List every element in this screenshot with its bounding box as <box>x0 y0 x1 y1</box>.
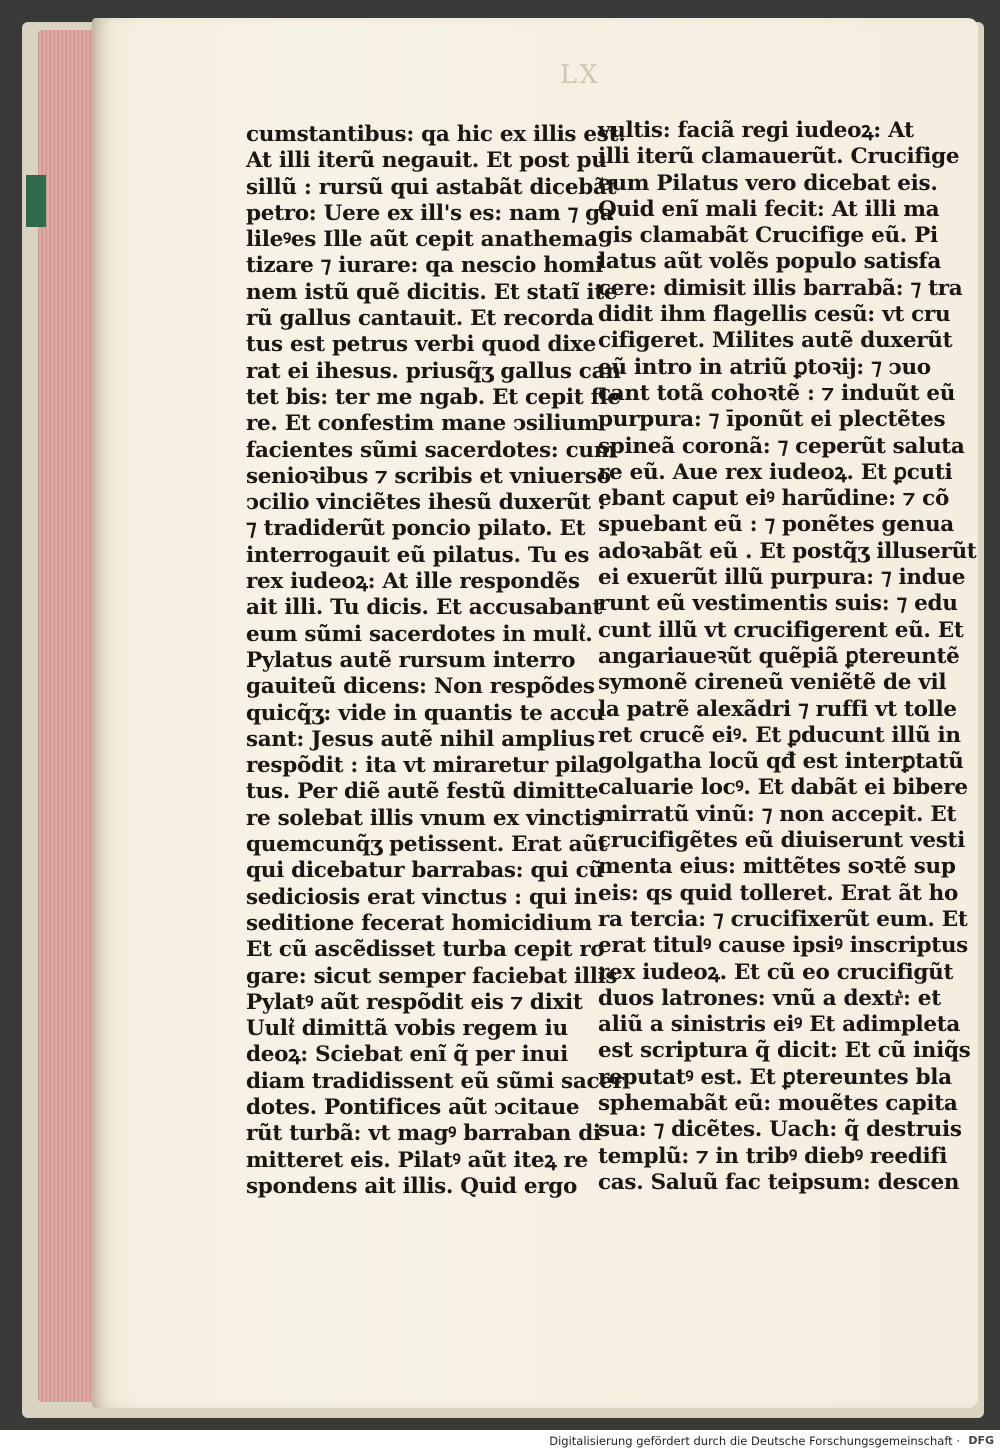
text-line: ei exuerũt illũ purpura: ⁊ indue <box>598 565 966 591</box>
text-line: vultis: faciã regi iudeoꝝ: At <box>598 118 914 143</box>
text-line: eũ intro in atriũ ꝑtoꝛij: ⁊ ↄuo <box>598 354 931 380</box>
text-line: tus. Per diẽ autẽ festũ dimitte <box>246 779 599 805</box>
bookmark-ribbon <box>26 175 46 227</box>
text-line: caluarie locꝰ. Et dabãt ei bibere <box>598 775 968 801</box>
page-number: LX <box>560 60 600 90</box>
text-line: cumstantibus: qa hic ex illis est. <box>246 122 626 147</box>
text-line: cant totã cohoꝛtẽ : ⁊ induũt eũ <box>598 380 956 406</box>
text-line: re eũ. Aue rex iudeoꝝ. Et ꝑcuti <box>598 459 953 485</box>
footer-credit: Digitalisierung gefördert durch die Deutsche Forschungsgemeinschaft · <box>549 1434 960 1448</box>
text-line: symonẽ cireneũ veniẽtẽ de vil <box>598 670 947 696</box>
text-line: qui dicebatur barrabas: qui cũ <box>246 858 604 884</box>
text-line: petro: Uere ex ill's es: nam ⁊ ga <box>246 200 614 226</box>
text-line: runt eũ vestimentis suis: ⁊ edu <box>598 591 958 617</box>
text-line: rex iudeoꝝ. Et cũ eo crucifigũt <box>598 959 954 985</box>
text-line: At illi iterũ negauit. Et post pu <box>246 148 607 174</box>
text-line: purpura: ⁊ īponũt ei plectẽtes <box>598 407 946 433</box>
text-line: cunt illũ vt crucifigerent eũ. Et <box>598 617 964 643</box>
text-line: cere: dimisit illis barrabã: ⁊ tra <box>598 275 963 301</box>
text-line: illi iterũ clamauerũt. Crucifige <box>598 144 960 170</box>
text-line: ebant caput eiꝰ harũdine: ⁊ cõ <box>598 486 950 512</box>
text-line: re. Et confestim mane ↄsilium <box>246 411 600 437</box>
text-line: ait illi. Tu dicis. Et accusabant <box>246 595 603 621</box>
text-line: tus est petrus verbi quod dixe <box>246 332 596 358</box>
text-line: sant: Jesus autẽ nihil amplius <box>246 726 595 752</box>
text-line: crucifigẽtes eũ diuiserunt vesti <box>598 828 965 854</box>
page-edges <box>38 30 98 1402</box>
text-line: spondens ait illis. Quid ergo <box>246 1173 578 1199</box>
text-line: rũt turbã: vt magꝰ barraban di <box>246 1121 601 1147</box>
text-line: sphemabãt eũ: mouẽtes capita <box>598 1090 958 1116</box>
text-line: ⁊ tradiderũt poncio pilato. Et <box>246 516 586 542</box>
text-line: gare: sicut semper faciebat illis <box>246 963 618 989</box>
text-line: spineã coronã: ⁊ ceperũt saluta <box>598 433 965 459</box>
text-line: sillũ : rursũ qui astabãt dicebãt <box>246 174 617 200</box>
text-line: angariaueꝛũt quẽpiã ꝑtereuntẽ <box>598 643 960 669</box>
text-line: facientes sũmi sacerdotes: cum <box>246 437 617 463</box>
text-line: dotes. Pontifices aũt ↄcitaue <box>246 1094 580 1120</box>
text-line: Et cũ ascẽdisset turba cepit ro <box>246 937 605 963</box>
dfg-logo: DFG <box>968 1434 994 1447</box>
text-line: ret crucẽ eiꝰ. Et ꝑducunt illũ in <box>598 722 961 748</box>
footer-bar <box>0 1430 1000 1453</box>
text-line: respõdit : ita vt miraretur pila <box>246 753 600 779</box>
text-line: Pylatus autẽ rursum interro <box>246 647 576 673</box>
text-line: adoꝛabãt eũ . Et postq̃ʒ illuserũt <box>598 538 977 564</box>
text-line: quicq̃ʒ: vide in quantis te accu <box>246 700 605 726</box>
text-line: rex iudeoꝝ: At ille respondẽs <box>246 569 580 595</box>
text-line: templũ: ⁊ in tribꝰ diebꝰ reedifi <box>598 1143 948 1169</box>
text-line: Pylatꝰ aũt respõdit eis ⁊ dixit <box>246 989 583 1015</box>
text-line: Quid enĩ mali fecit: At illi ma <box>598 196 940 222</box>
text-line: eum Pilatus vero dicebat eis. <box>598 170 938 196</box>
text-line: menta eius: mittẽtes soꝛtẽ sup <box>598 854 956 880</box>
text-line: lileꝰes Ille aũt cepit anathema <box>246 227 598 253</box>
text-line: re solebat illis vnum ex vinctis <box>246 805 604 831</box>
text-line: mirratũ vinũ: ⁊ non accepit. Et <box>598 801 957 827</box>
text-line: mitteret eis. Pilatꝰ aũt iteꝝ re <box>246 1147 588 1173</box>
text-line: cifigeret. Milites autẽ duxerũt <box>598 328 953 354</box>
text-line: quemcunq̃ʒ petissent. Erat aũt <box>246 832 608 858</box>
text-line: la patrẽ alexãdri ⁊ ruffi vt tolle <box>598 696 957 722</box>
text-line: golgatha locũ qđ est interꝑtatũ <box>598 749 964 775</box>
text-line: aliũ a sinistris eiꝰ Et adimpleta <box>598 1012 961 1038</box>
text-line: gauiteũ dicens: Non respõdes <box>246 674 595 700</box>
text-line: eis: qs quid tolleret. Erat ãt ho <box>598 880 959 906</box>
text-line: duos latrones: vnũ a dextr͛: et <box>598 985 941 1011</box>
text-line: didit ihm flagellis cesũ: vt cru <box>598 302 951 328</box>
text-line: tet bis: ter me ngab. Et cepit fle <box>246 384 621 410</box>
text-line: diam tradidissent eũ sũmi sacer <box>246 1068 624 1094</box>
right-text-column <box>598 118 977 1196</box>
text-line: est scriptura q̃ dicit: Et cũ iniq̃s <box>598 1038 971 1064</box>
text-line: interrogauit eũ pilatus. Tu es <box>246 542 590 568</box>
text-line: deoꝝ: Sciebat enĩ q̃ per inui <box>246 1042 568 1068</box>
text-line: rũ gallus cantauit. Et recorda <box>246 306 594 332</box>
text-line: eum sũmi sacerdotes in mult͛. <box>246 621 593 647</box>
text-line: ↄcilio vinciẽtes ihesũ duxerũt : <box>246 490 606 516</box>
text-line: sediciosis erat vinctus : qui in <box>246 884 598 910</box>
text-line: seditione fecerat homicidium <box>246 910 592 936</box>
text-line: senioꝛibus ⁊ scribis et vniuerso <box>246 463 611 489</box>
text-line: erat titulꝰ cause ipsiꝰ inscriptus <box>598 933 968 959</box>
text-line: latus aũt volẽs populo satisfa <box>598 249 941 275</box>
text-line: rat ei ihesus. priusq̃ʒ gallus can <box>246 358 621 384</box>
text-line: nem istũ quẽ dicitis. Et statĩ ite <box>246 279 618 305</box>
text-line: sua: ⁊ dicẽtes. Uach: q̃ destruis <box>598 1117 962 1143</box>
left-text-column <box>246 122 626 1200</box>
text-line: tizare ⁊ iurare: qa nescio homi <box>246 253 603 279</box>
text-line: Uult͛ dimittã vobis regem iu <box>246 1016 568 1042</box>
text-line: gis clamabãt Crucifige eũ. Pi <box>598 223 938 249</box>
text-line: ra tercia: ⁊ crucifixerũt eum. Et <box>598 906 968 932</box>
text-line: cas. Saluũ fac teipsum: descen <box>598 1169 960 1195</box>
text-line: reputatꝰ est. Et ꝑtereuntes bla <box>598 1064 952 1090</box>
text-line: spuebant eũ : ⁊ ponẽtes genua <box>598 512 954 538</box>
